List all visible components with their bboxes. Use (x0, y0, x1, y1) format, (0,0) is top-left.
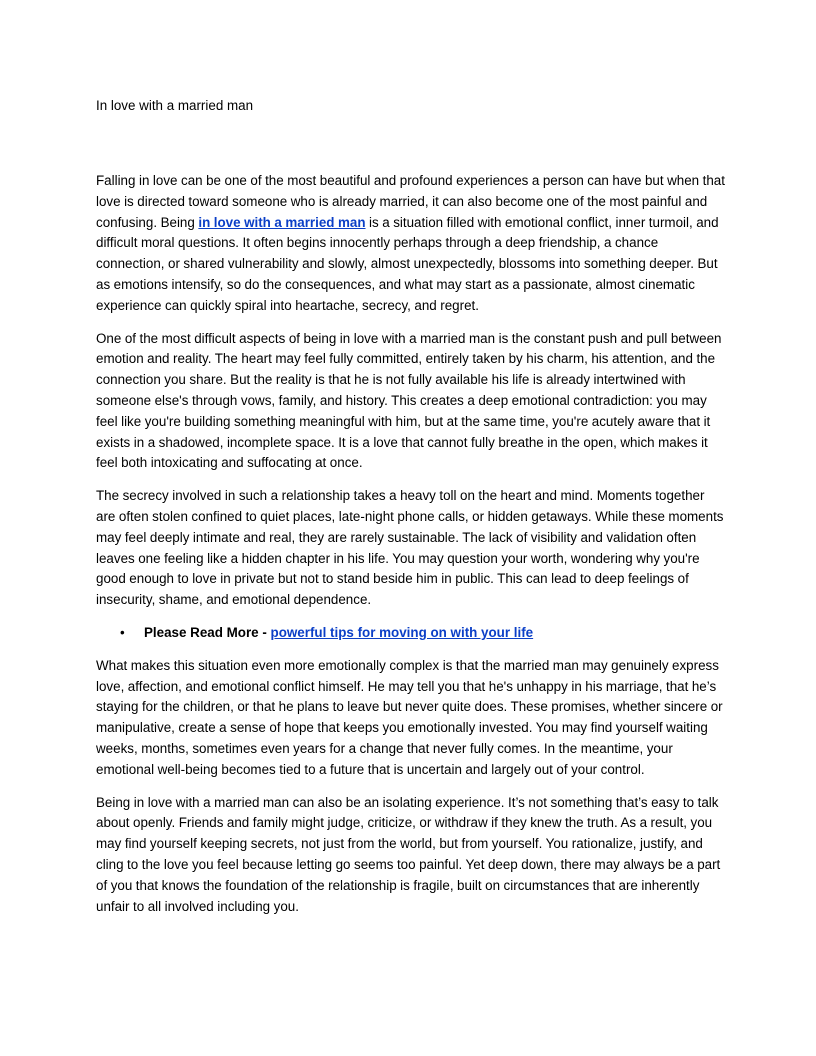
paragraph-4: What makes this situation even more emotionally complex is that the married man may genuinely express love, affection, and emotional conflict himself. He may tell you that he's unhappy in his marriage, that he’s staying for the children, or that he plans to leave but never quite does. These promises, whether sincere or manipulative, create a sense of hope that keeps you emotionally invested. You may find yourself waiting weeks, months, sometimes even years for a change that never fully comes. In the meantime, your emotional well-being becomes tied to a future that is uncertain and largely out of your control. (96, 657, 723, 777)
paragraph-5: Being in love with a married man can also be an isolating experience. It’s not something that’s easy to talk about openly. Friends and family might judge, criticize, or withdraw if they knew the truth. As a result, you may find yourself keeping secrets, not just from the world, but from yourself. You rationalize, justify, and cling to the love you feel because letting go seems too painful. Yet deep down, there may always be a part of you that knows the foundation of the relationship is fragile, built on circumstances that are inherently unfair to all involved including you. (96, 794, 721, 914)
moving-on-tips-link[interactable]: powerful tips for moving on with your life (270, 624, 534, 640)
read-more-item (96, 623, 726, 644)
paragraph-2: One of the most difficult aspects of being in love with a married man is the constant push and pull between emotion and reality. The heart may feel fully committed, entirely taken by his charm, his attention, and the connection you share. But the reality is that he is not fully available his life is already intertwined with someone else's through vows, family, and history. This creates a deep emotional contradiction: you may feel like you're building something meaningful with him, but at the same time, you're acutely aware that it exists in a shadowed, incomplete space. It is a love that cannot fully breathe in the open, which makes it feel both intoxicating and suffocating at once. (96, 330, 722, 471)
read-more-label: Please Read More - (144, 624, 271, 640)
in-love-with-married-man-link[interactable]: in love with a married man (198, 214, 366, 230)
paragraph-1-text-after-link: is a situation filled with emotional conflict, inner turmoil, and difficult moral questions. It often begins innocently perhaps through a deep friendship, a chance connection, or shared vulnerability and slowly, almost unexpectedly, blossoms into something deeper. But as emotions intensify, so do the consequences, and what may start as a passionate, almost cinematic experience can quickly spiral into heartache, secrecy, and regret. (96, 214, 719, 313)
paragraph-1-text-before-link: Falling in love can be one of the most beautiful and profound experiences a person can have but when that love is directed toward someone who is already married, it can also become one of the most painful and confusing. Being (96, 173, 725, 230)
paragraph-1 (96, 171, 726, 317)
paragraph-3: The secrecy involved in such a relationship takes a heavy toll on the heart and mind. Moments together are often stolen confined to quiet places, late-night phone calls, or hidden getaways. While these moments may feel deeply intimate and real, they are rarely sustainable. The lack of visibility and validation often leaves one feeling like a hidden chapter in his life. You may question your worth, wondering why you're good enough to love in private but not to stand beside him in public. This can lead to deep feelings of insecurity, shame, and emotional dependence. (96, 488, 724, 608)
read-more-list (96, 623, 726, 644)
bullet-icon: • (120, 624, 125, 640)
page-title: In love with a married man (96, 98, 254, 113)
document-page (96, 96, 726, 929)
